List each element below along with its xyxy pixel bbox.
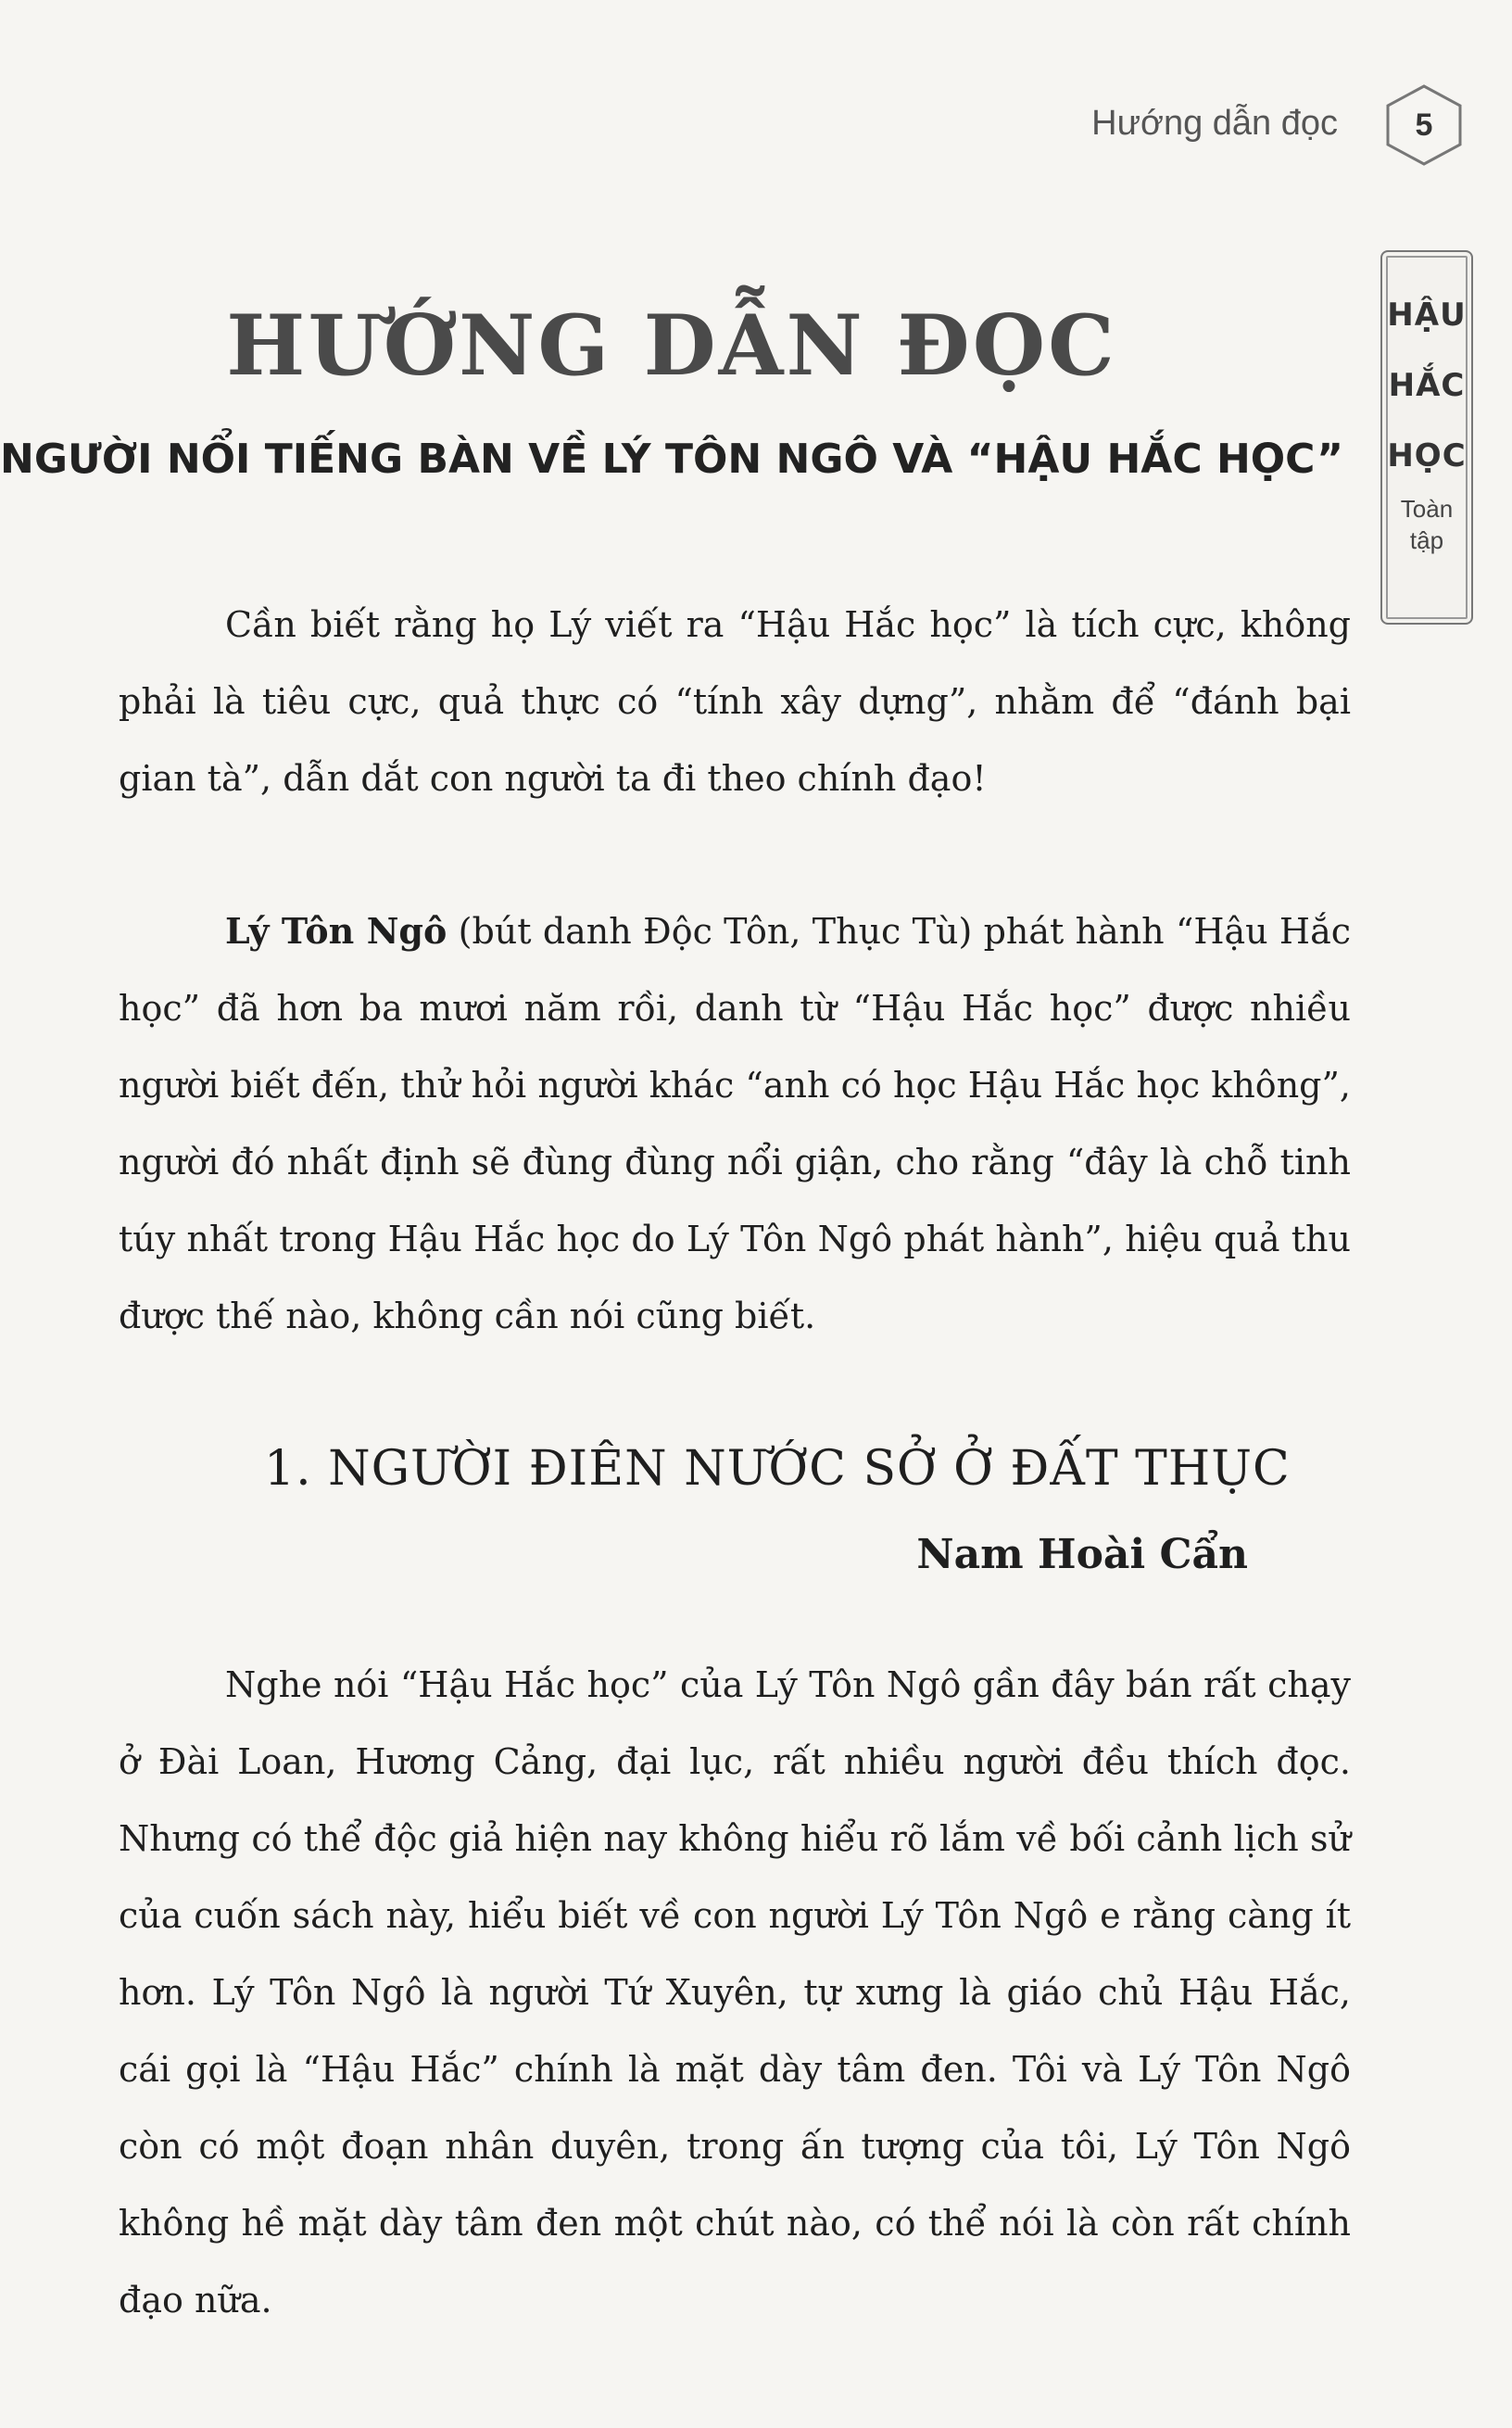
paragraph-text: (bút danh Độc Tôn, Thục Tù) phát hành “Hậu Hắc học” đã hơn ba mươi năm rồi, danh từ “Hậu Hắc học” được nhiều người biết đến, thử hỏi người khác “anh có học Hậu Hắc học không”, người đó nhất định sẽ đùng đùng nổi giận, cho rằng “đây là chỗ tinh túy nhất trong Hậu Hắc học do Lý Tôn Ngô phát hành”, hiệu quả thu được thế nào, không cần nói cũng biết. <box>119 911 1352 1336</box>
side-tab-line: HẮC <box>1388 367 1466 404</box>
page-number: 5 <box>1415 107 1433 143</box>
section-paragraph: Nghe nói “Hậu Hắc học” của Lý Tôn Ngô gần đây bán rất chạy ở Đài Loan, Hương Cảng, đại lục, rất nhiều người đều thích đọc. Nhưng có thể độc giả hiện nay không hiểu rõ lắm về bối cảnh lịch sử của cuốn sách này, hiểu biết về con người Lý Tôn Ngô e rằng càng ít hơn. Lý Tôn Ngô là người Tứ Xuyên, tự xưng là giáo chủ Hậu Hắc, cái gọi là “Hậu Hắc” chính là mặt dày tâm đen. Tôi và Lý Tôn Ngô còn có một đoạn nhân duyên, trong ấn tượng của tôi, Lý Tôn Ngô không hề mặt dày tâm đen một chút nào, có thể nói là còn rất chính đạo nữa. <box>119 1664 1351 2321</box>
section-author: Nam Hoài Cẩn <box>916 1531 1248 1578</box>
intro-paragraph: Cần biết rằng họ Lý viết ra “Hậu Hắc học” là tích cực, không phải là tiêu cực, quả thực có “tính xây dựng”, nhằm để “đánh bại gian tà”, dẫn dắt con người ta đi theo chính đạo! <box>119 604 1351 799</box>
section-heading: 1. NGƯỜI ĐIÊN NƯỚC SỞ Ở ĐẤT THỤC <box>264 1441 1291 1497</box>
second-paragraph <box>119 892 1351 1355</box>
side-tab-line: HẬU <box>1387 297 1467 334</box>
side-tab-line: HỌC <box>1387 437 1467 474</box>
side-tab-subtitle: tập <box>1409 526 1444 554</box>
running-header-title: Hướng dẫn đọc <box>1091 104 1338 143</box>
side-tab-subtitle: Toàn <box>1400 495 1454 523</box>
side-tab <box>1380 250 1473 625</box>
page-subtitle: NGƯỜI NỔI TIẾNG BÀN VỀ LÝ TÔN NGÔ VÀ “HẬU HẮC HỌC” <box>0 436 1344 483</box>
paragraph-lead-name: Lý Tôn Ngô <box>225 910 447 952</box>
page-title: HƯỚNG DẪN ĐỌC <box>226 297 1117 395</box>
page-number-badge <box>1382 83 1466 167</box>
